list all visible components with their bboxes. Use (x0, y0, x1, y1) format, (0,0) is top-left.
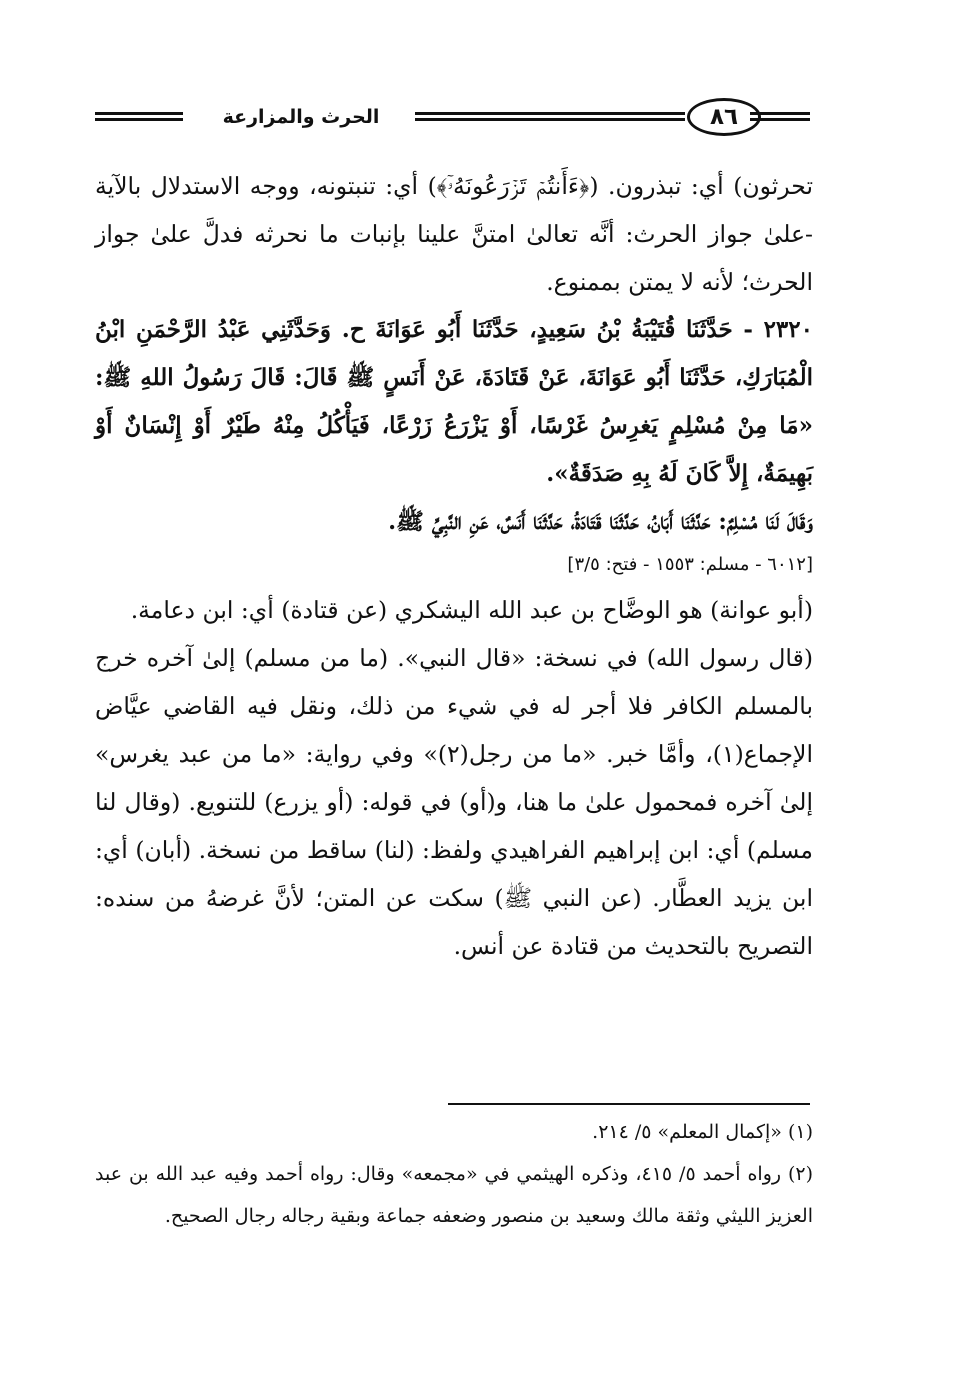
running-title: الحرث والمزارعة (222, 106, 380, 128)
hadith-chain-2: وَقَالَ لَنَا مُسْلِمٌ: حَدَّثَنَا أَبَانُ، حَدَّثَنَا قَتَادَةُ، حَدَّثَنَا أَنَسٌ، عَنِ النَّبِيِّ ﷺ. (388, 508, 813, 535)
commentary-paragraph-2: (أبو عوانة) هو الوضَّاح بن عبد الله اليشكري (عن قتادة) أي: ابن دعامة. (130, 596, 813, 624)
footnotes (95, 1111, 813, 1237)
header-rule-right (750, 112, 810, 121)
hadith-reference: [٦٠١٢ - مسلم: ١٥٥٣ - فتح: ٣/٥] (567, 554, 813, 575)
header-rule-left (95, 112, 183, 121)
footnote-separator (448, 1103, 810, 1105)
main-text (95, 162, 813, 970)
commentary-paragraph-3: (قال رسول الله) في نسخة: «قال النبي». (ما من مسلم) إلىٰ آخره خرج بالمسلم الكافر فلا أجر له في شيء من ذلك، ونقل فيه القاضي عيَّاض الإجماع(١)، وأمَّا خبر. «ما من رجل(٢)» وفي رواية: «ما من عبد يغرس» إلىٰ آخره فمحمول علىٰ ما هنا، و(أو) في قوله: (أو يزرع) للتنويع. (وقال لنا مسلم) أي: ابن إبراهيم الفراهيدي ولفظ: (لنا) ساقط من نسخة. (أبان) أي: ابن يزيد العطَّار. (عن النبي ﷺ) سكت عن المتن؛ لأنَّ غرضهُ من سنده: التصريح بالتحديث من قتادة عن أنس. (95, 644, 813, 960)
footnote-1: (١) «إكمال المعلم» ٥/ ٢١٤. (592, 1121, 813, 1143)
footnote-2: (٢) رواه أحمد ٥/ ٤١٥، وذكره الهيثمي في «مجمعه» وقال: رواه أحمد وفيه عبد الله بن عبد العزيز الليثي وثقة مالك وسعيد بن منصور وضعفه جماعة وبقية رجاله رجال الصحيح. (95, 1163, 813, 1227)
page-number: ٨٦ (709, 103, 739, 130)
header-rule-middle (415, 112, 685, 121)
page-header (95, 96, 810, 140)
hadith-text: ٢٣٢٠ - حَدَّثَنَا قُتَيْبَةُ بْنُ سَعِيدٍ، حَدَّثَنَا أَبُو عَوَانَةَ ح. وَحَدَّثَنِي عَبْدُ الرَّحْمَنِ ابْنُ الْمُبَارَكِ، حَدَّثَنَا أَبُو عَوَانَةَ، عَنْ قَتَادَةَ، عَنْ أَنَسٍ ﷺ قَالَ: قَالَ رَسُولُ اللهِ ﷺ: «مَا مِنْ مُسْلِمٍ يَغرِسُ غَرْسًا، أَوْ يَزْرَعُ زَرْعًا، فَيَأْكُلُ مِنْهُ طَيْرٌ أَوْ إِنْسَانٌ أَوْ بَهِيمَةٌ، إِلاَّ كَانَ لَهُ بِهِ صَدَقَةٌ». (95, 316, 813, 487)
commentary-paragraph-1: تحرثون) أي: تبذرون. (﴿ءَأَنتُمۡ تَزۡرَعُونَهُۥٓ﴾) أي: تنبتونه، ووجه الاستدلال بالآية -علىٰ جواز الحرث: أنَّه تعالىٰ امتنَّ علينا بإنبات ما نحرثه فدلَّ علىٰ جواز الحرث؛ لأنه لا يمتن بممنوع. (95, 172, 813, 296)
